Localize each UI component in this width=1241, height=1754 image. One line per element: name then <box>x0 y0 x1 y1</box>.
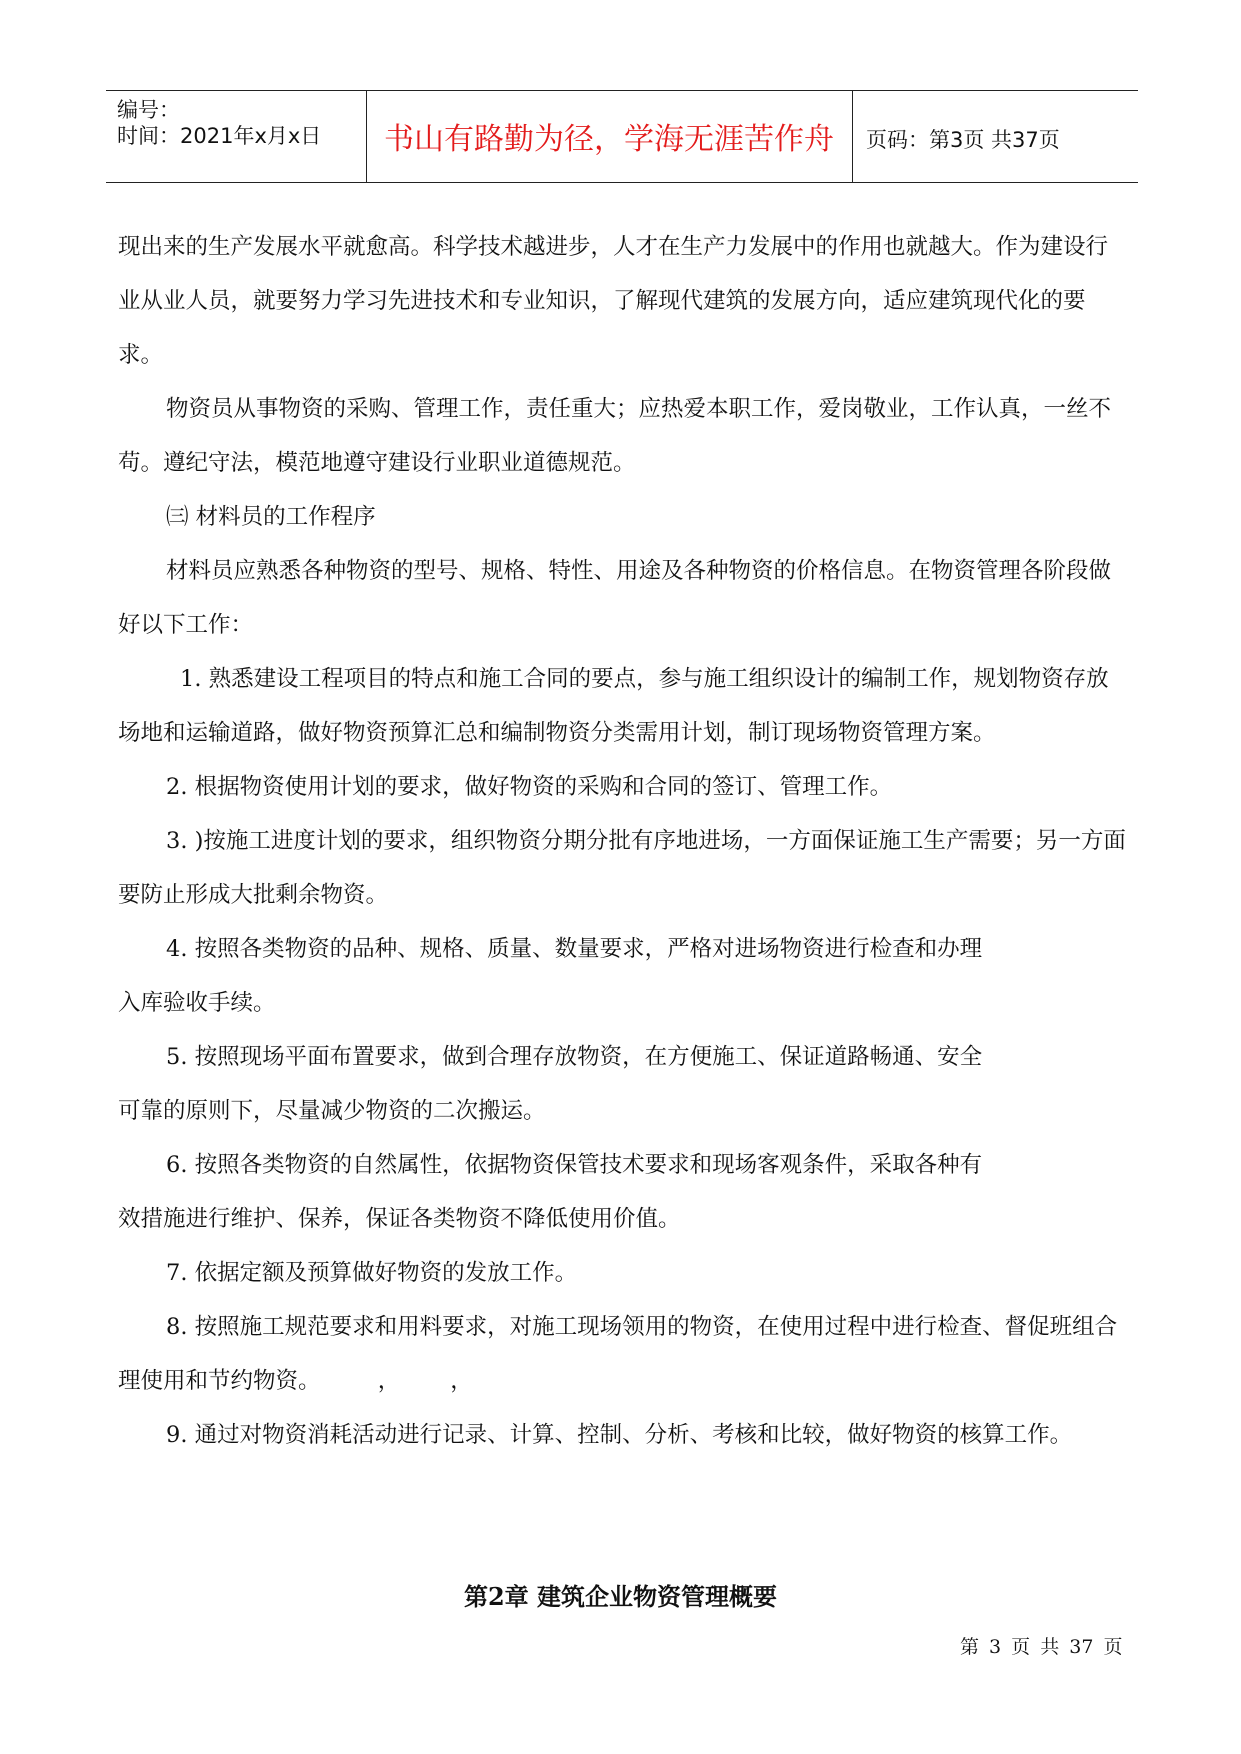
list-item-6: 6. 按照各类物资的自然属性，依据物资保管技术要求和现场客观条件，采取各种有 <box>166 1152 983 1178</box>
list-item-4-continued: 入库验收手续。 <box>118 990 276 1016</box>
list-item-2: 2. 根据物资使用计划的要求，做好物资的采购和合同的签订、管理工作。 <box>166 774 893 800</box>
list-item-8: 8. 按照施工规范要求和用料要求，对施工现场领用的物资，在使用过程中进行检查、督促班组合理使用和节约物资。 ， ， <box>118 1314 1118 1394</box>
list-item-4: 4. 按照各类物资的品种、规格、质量、数量要求，严格对进场物资进行检查和办理 <box>166 936 983 962</box>
header-page-label: 页码：第3页 共37页 <box>866 128 1060 152</box>
document-body <box>118 220 1128 1462</box>
section-heading-3: ㈢ 材料员的工作程序 <box>166 504 376 530</box>
header-divider-left <box>366 90 367 182</box>
header-time-label: 时间：2021年x月x日 <box>117 124 322 148</box>
list-item-5-continued: 可靠的原则下，尽量减少物资的二次搬运。 <box>118 1098 546 1124</box>
header-motto: 书山有路勤为径，学海无涯苦作舟 <box>384 122 834 157</box>
header-bottom-rule <box>106 182 1138 183</box>
paragraph-1: 现出来的生产发展水平就愈高。科学技术越进步，人才在生产力发展中的作用也就越大。作为建设行业从业人员，就要努力学习先进技术和专业知识，了解现代建筑的发展方向，适应建筑现代化的要求。 <box>118 234 1109 368</box>
list-item-5: 5. 按照现场平面布置要求，做到合理存放物资，在方便施工、保证道路畅通、安全 <box>166 1044 983 1070</box>
header-top-rule <box>106 90 1138 91</box>
list-item-1: 1. 熟悉建设工程项目的特点和施工合同的要点，参与施工组织设计的编制工作，规划物资存放场地和运输道路，做好物资预算汇总和编制物资分类需用计划，制订现场物资管理方案。 <box>118 666 1109 746</box>
list-item-6-continued: 效措施进行维护、保养，保证各类物资不降低使用价值。 <box>118 1206 681 1232</box>
header-divider-right <box>852 90 853 182</box>
list-item-7: 7. 依据定额及预算做好物资的发放工作。 <box>166 1260 578 1286</box>
footer-page-number: 第 3 页 共 37 页 <box>960 1636 1123 1658</box>
paragraph-2: 物资员从事物资的采购、管理工作，责任重大；应热爱本职工作，爱岗敬业，工作认真，一丝不苟。遵纪守法，模范地遵守建设行业职业道德规范。 <box>118 396 1112 476</box>
header-number-label: 编号： <box>117 98 180 122</box>
list-item-3: 3. )按施工进度计划的要求，组织物资分期分批有序地进场，一方面保证施工生产需要；另一方面要防止形成大批剩余物资。 <box>118 828 1126 908</box>
paragraph-4: 材料员应熟悉各种物资的型号、规格、特性、用途及各种物资的价格信息。在物资管理各阶段做好以下工作： <box>118 558 1112 638</box>
list-item-9: 9. 通过对物资消耗活动进行记录、计算、控制、分析、考核和比较，做好物资的核算工作。 <box>166 1422 1073 1448</box>
chapter-heading: 第2章 建筑企业物资管理概要 <box>463 1582 778 1611</box>
